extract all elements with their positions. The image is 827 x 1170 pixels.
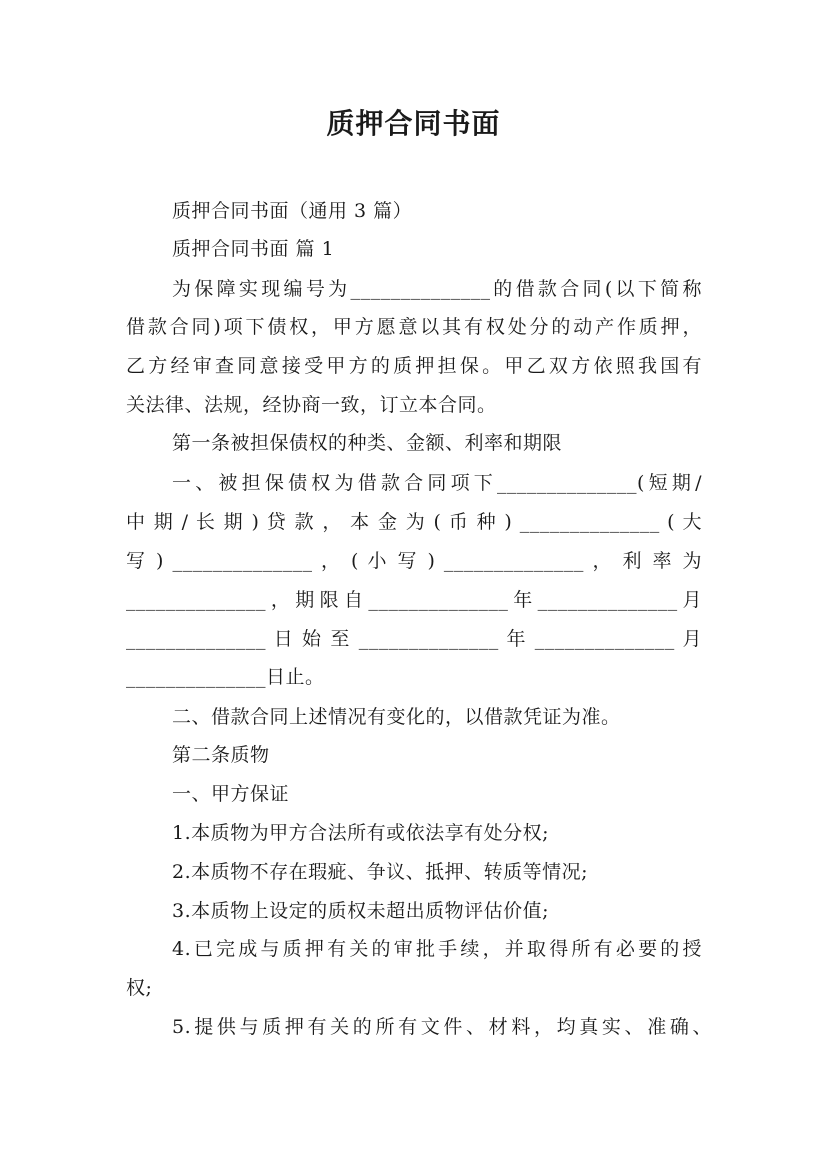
list-item: 4.已完成与质押有关的审批手续，并取得所有必要的授 [172, 938, 702, 960]
paragraph-line: 为保障实现编号为______________的借款合同(以下简称 [172, 278, 702, 300]
paragraph-line: ______________日止。 [126, 666, 325, 688]
list-item: 2.本质物不存在瑕疵、争议、抵押、转质等情况; [172, 861, 589, 883]
list-item: 1.本质物为甲方合法所有或依法享有处分权; [172, 822, 550, 844]
article-heading: 第一条被担保债权的种类、金额、利率和期限 [172, 432, 563, 454]
paragraph-line: 写 ) ______________ ， ( 小 写 ) ______________ ， 利 率 为 [126, 550, 702, 572]
paragraph-line: 借款合同)项下债权，甲方愿意以其有权处分的动产作质押， [126, 316, 702, 338]
document-title: 质押合同书面 [326, 107, 501, 140]
paragraph-line: ______________ 日 始 至 ______________ 年 ______________ 月 [126, 628, 702, 650]
paragraph-line: 乙方经审查同意接受甲方的质押担保。甲乙双方依照我国有 [126, 355, 702, 377]
list-item: 3.本质物上设定的质权未超出质物评估价值; [172, 900, 550, 922]
article-heading: 第二条质物 [172, 744, 270, 766]
section-heading: 质押合同书面 篇 1 [172, 238, 335, 260]
list-item: 5.提供与质押有关的所有文件、材料，均真实、准确、 [172, 1016, 712, 1038]
paragraph-line: ______________，期限自______________年______________月 [126, 589, 702, 611]
paragraph-line: 中 期 / 长 期 ) 贷 款 ， 本 金 为 ( 币 种 ) ______________ ( 大 [126, 511, 702, 533]
paragraph-line: 一、被担保债权为借款合同项下______________(短期/ [172, 472, 702, 494]
list-item-continuation: 权; [126, 977, 153, 999]
clause-heading: 一、甲方保证 [172, 783, 290, 805]
subtitle-line: 质押合同书面（通用 3 篇） [172, 200, 413, 222]
paragraph-line: 关法律、法规，经协商一致，订立本合同。 [126, 394, 497, 416]
paragraph-line: 二、借款合同上述情况有变化的，以借款凭证为准。 [172, 706, 621, 728]
